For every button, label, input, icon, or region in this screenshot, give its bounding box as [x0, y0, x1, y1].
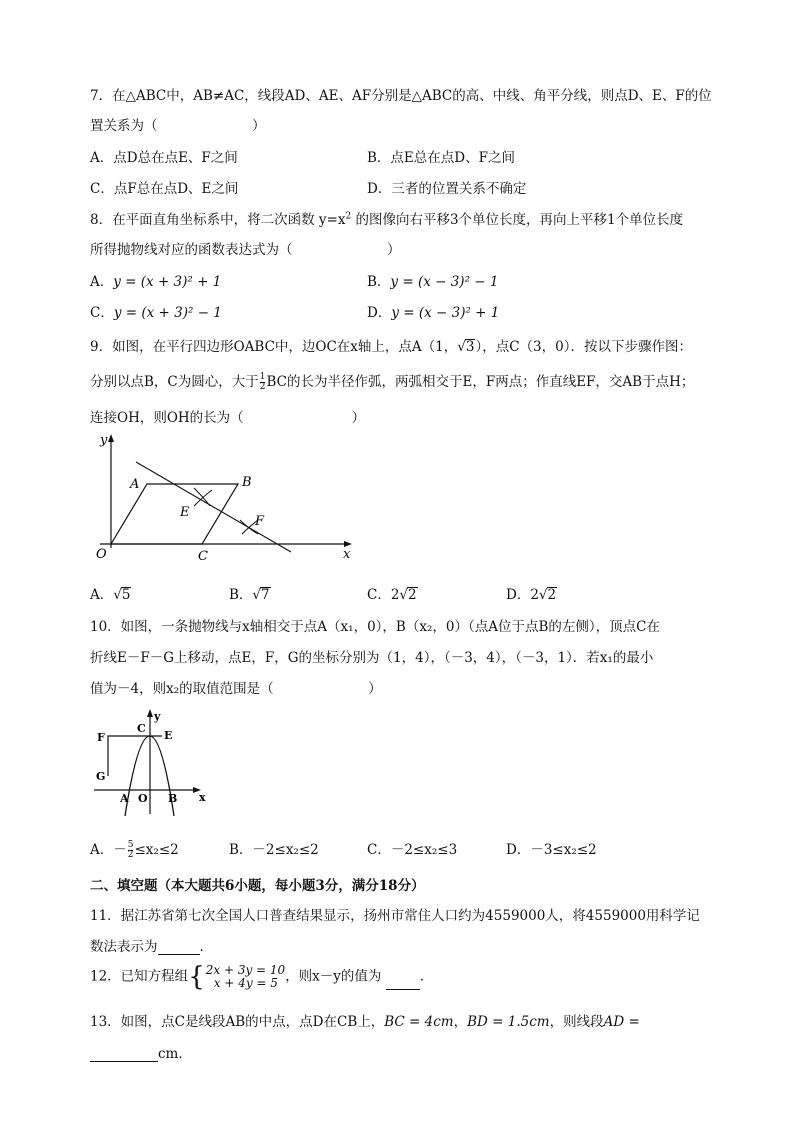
q10-option-d[interactable]: D．－3≤x₂≤2: [506, 842, 597, 858]
q9-option-c-label: C．2: [367, 587, 400, 603]
q10-stem-line2: 折线E－F－G上移动，点E，F，G的坐标分别为（1，4），（－3，4），（－3，1）．若x₁的最小: [90, 650, 654, 666]
q9-arc-e-2: [194, 490, 212, 506]
q9-sqrt-radicand: 3: [465, 339, 475, 355]
q9-option-a-radicand: 5: [121, 587, 131, 603]
q10-label-y: y: [154, 710, 161, 723]
q7-option-b[interactable]: B．点E总在点D、F之间: [367, 150, 515, 166]
q10-fraction-denominator: 2: [127, 850, 134, 860]
q12-period: ．: [419, 968, 434, 985]
q7-stem-line1: 7．在△ABC中，AB≠AC，线段AD、AE、AF分别是△ABC的高、中线、角平分线，则点D、E、F的位: [90, 88, 712, 104]
q9-parallelogram: [111, 484, 238, 544]
q10-broken-line-efg: [108, 736, 162, 776]
q10-stem-line3: 值为－4，则x₂的取值范围是（ ）: [90, 681, 382, 697]
q10-option-a-label: A．－: [90, 842, 127, 858]
q9-fraction-denominator: 2: [259, 382, 266, 392]
q10-label-c: C: [137, 722, 146, 735]
q10-option-c[interactable]: C．－2≤x₂≤3: [367, 842, 458, 858]
q8-option-d-label: D．: [367, 305, 392, 321]
q8-option-a[interactable]: [90, 270, 221, 290]
q8-stem-line1: [90, 208, 683, 228]
q8-option-c[interactable]: [90, 301, 222, 321]
q8-option-b-label: B．: [367, 274, 391, 290]
q11-stem-line2: [90, 935, 213, 955]
q10-label-f: F: [97, 731, 105, 744]
q12-equation-2: x + 4y = 5: [213, 976, 278, 990]
q10-label-b: B: [168, 792, 178, 805]
q8-exponent: 2: [345, 211, 352, 222]
q9-option-d-label: D．2: [506, 587, 539, 603]
q13-stem-text-a: 13．如图，点C是线段AB的中点，点D在CB上，: [90, 1014, 385, 1030]
q8-stem-line2: 所得抛物线对应的函数表达式为（ ）: [90, 242, 401, 258]
q9-option-b-radicand: 7: [261, 587, 270, 603]
q8-option-d[interactable]: [367, 301, 499, 321]
q13-bd-length: BD = 1.5cm: [467, 1014, 550, 1030]
q13-stem-line1: [90, 1010, 640, 1030]
q10-option-a-fraction: [128, 841, 134, 860]
q9-option-c-radicand: 2: [408, 587, 417, 603]
q9-line-ef: [136, 462, 291, 552]
q9-label-o: O: [96, 547, 107, 562]
q9-label-e: E: [180, 505, 190, 520]
q11-period: ．: [199, 939, 213, 955]
q9-fraction-numerator: 1: [259, 372, 266, 382]
q8-stem-text-a: 8．在平面直角坐标系中，将二次函数 y=x: [90, 212, 346, 228]
q10-label-e: E: [164, 729, 173, 742]
q12-equation-system: [206, 964, 285, 990]
q10-y-axis-arrow-icon: [147, 709, 153, 717]
q8-option-b[interactable]: [367, 270, 498, 290]
q9-option-d[interactable]: D．2√2: [506, 587, 557, 603]
q10-label-a: A: [120, 792, 129, 805]
q9-stem-text-c: 分别以点B，C为圆心，大于: [90, 374, 259, 390]
q7-option-d[interactable]: D．三者的位置关系不确定: [367, 181, 527, 197]
q9-option-b[interactable]: B．√7: [229, 587, 270, 603]
q9-stem-line1: 9．如图，在平行四边形OABC中，边OC在x轴上，点A（1，√3），点C（3，0）．按以下步骤作图：: [90, 339, 692, 355]
q9-option-a[interactable]: A．√5: [90, 587, 131, 603]
q9-figure: [88, 430, 368, 565]
q8-option-b-formula: y = (x − 3)² − 1: [390, 274, 499, 290]
q8-option-c-formula: y = (x + 3)² − 1: [113, 305, 222, 321]
q9-label-c: C: [198, 549, 208, 564]
q8-option-d-formula: y = (x − 3)² + 1: [391, 305, 500, 321]
q10-stem-line1: 10．如图，一条抛物线与x轴相交于点A（x₁，0），B（x₂，0）（点A位于点B的左侧），顶点C在: [90, 619, 660, 635]
q10-option-b[interactable]: B．－2≤x₂≤2: [229, 842, 319, 858]
q9-y-axis-arrow-icon: [108, 434, 114, 442]
q13-comma: ，: [453, 1014, 468, 1030]
q10-fraction-numerator: 5: [127, 840, 134, 850]
q9-option-d-radicand: 2: [547, 587, 557, 603]
q9-stem-text-a: 9．如图，在平行四边形OABC中，边OC在x轴上，点A（1，: [90, 339, 458, 355]
q9-option-c[interactable]: C．2√2: [367, 587, 417, 603]
q12-brace-icon: {: [188, 962, 205, 992]
q9-stem-line2: [90, 370, 694, 392]
q9-half-fraction: [260, 373, 266, 392]
q12-suffix: ，则x－y的值为: [285, 968, 382, 985]
q8-option-a-label: A．: [90, 274, 114, 290]
q12-stem: [90, 964, 433, 990]
q10-label-o: O: [138, 792, 148, 805]
q13-stem-text-b: ，则线段: [549, 1014, 604, 1030]
section-2-title: 二、填空题（本大题共6小题，每小题3分，满分18分）: [90, 878, 425, 894]
q9-stem-text-b: ），点C（3，0）．按以下步骤作图：: [475, 339, 692, 355]
q9-label-a: A: [130, 477, 140, 492]
q12-prefix: 12．已知方程组: [90, 968, 189, 985]
q8-option-a-formula: y = (x + 3)² + 1: [113, 274, 222, 290]
q13-unit: cm．: [158, 1046, 192, 1062]
q11-answer-blank[interactable]: [158, 940, 200, 955]
q9-label-b: B: [242, 475, 252, 490]
q7-stem-line2: 置关系为（ ）: [90, 118, 266, 134]
q10-label-g: G: [96, 770, 106, 783]
q9-stem-line3: 连接OH，则OH的长为（ ）: [90, 410, 366, 426]
q8-stem-text-b: 的图像向右平移3个单位长度，再向上平移1个单位长度: [351, 212, 684, 228]
q8-option-c-label: C．: [90, 305, 114, 321]
q10-label-x: x: [199, 791, 206, 804]
q9-option-a-label: A．: [90, 587, 114, 603]
q10-option-a[interactable]: [90, 838, 179, 860]
q9-label-y: y: [100, 433, 108, 448]
q13-ad-label: AD =: [603, 1014, 640, 1030]
q13-bc-length: BC = 4cm: [384, 1014, 454, 1030]
q10-figure: [88, 700, 218, 820]
q9-option-b-label: B．: [229, 587, 253, 603]
q13-stem-line2: [90, 1042, 192, 1062]
q9-label-f: F: [255, 514, 265, 529]
q9-stem-text-d: BC的长为半径作弧，两弧相交于E，F两点；作直线EF，交AB于点H；: [266, 374, 695, 390]
q13-answer-blank[interactable]: [90, 1047, 158, 1062]
q10-option-a-range: ≤x₂≤2: [134, 842, 179, 858]
q12-equation-1: 2x + 3y = 10: [205, 963, 286, 977]
q7-option-a[interactable]: A．点D总在点E、F之间: [90, 150, 238, 166]
q11-stem-line1: 11．据江苏省第七次全国人口普查结果显示，扬州市常住人口约为4559000人，将4559000用科学记: [90, 908, 700, 924]
q11-stem-text: 数法表示为: [90, 939, 158, 955]
q9-label-x: x: [343, 547, 351, 562]
q12-answer-blank[interactable]: [386, 975, 420, 990]
q7-option-c[interactable]: C．点F总在点D、E之间: [90, 181, 239, 197]
